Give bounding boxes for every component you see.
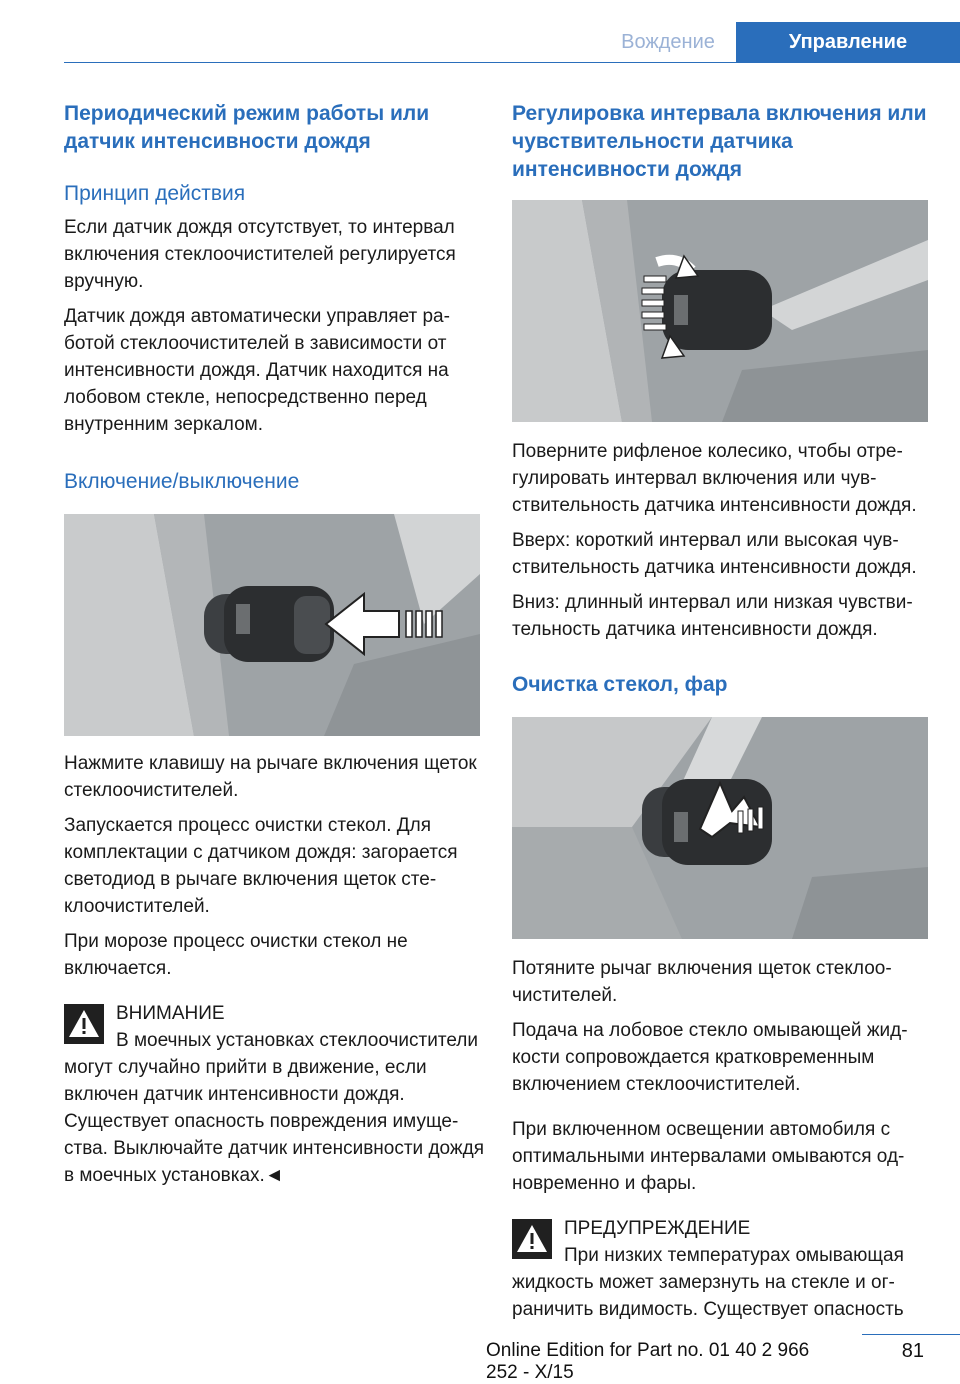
warning-title: ПРЕДУПРЕЖДЕНИЕ (564, 1218, 751, 1239)
onoff-paragraph-3: При морозе процесс очистки стекол не включается. (64, 931, 408, 979)
section-title-adjust-interval: Регулировка интервала включения или чувствительности датчика интенсивности дождя (512, 102, 927, 181)
header-divider (64, 62, 960, 63)
adjust-paragraph-1: Поверните рифленое колесико, чтобы отрегулировать интервал включения или чувствительность датчика интенсивности дождя. (512, 441, 917, 516)
warning-triangle-icon (512, 1219, 552, 1259)
warning-title: ВНИМАНИЕ (116, 1003, 225, 1024)
heading-principle: Принцип действия (64, 182, 246, 205)
left-column (64, 100, 486, 1189)
adjust-paragraph-3: Вниз: длинный интервал или низкая чувствительность датчика интенсивности дождя. (512, 592, 913, 640)
warning-triangle-icon (64, 1004, 104, 1044)
warning-box-car-wash (64, 1000, 486, 1189)
knurled-wheel-photo (512, 200, 928, 422)
right-column (512, 100, 930, 1323)
clean-paragraph-3: При включенном освещении автомобиля с оптимальными интервалами омываются одновременно и фары. (512, 1119, 905, 1194)
heading-on-off: Включение/выключение (64, 470, 300, 493)
section-title-interval-rain-sensor: Периодический режим работы или датчик интенсивности дождя (64, 102, 430, 153)
onoff-paragraph-1: Нажмите клавишу на рычаге включения щеток стеклоочистителей. (64, 753, 477, 801)
clean-paragraph-1: Потяните рычаг включения щеток стеклоочистителей. (512, 958, 892, 1006)
heading-clean-windows-lights: Очистка стекол, фар (512, 673, 728, 696)
edition-text: Online Edition for Part no. 01 40 2 966 252 - X/15 (486, 1340, 810, 1383)
wiper-button-photo (64, 514, 480, 736)
wiper-lever-pull-photo (512, 717, 928, 939)
tab-controls[interactable]: Управление (736, 22, 960, 62)
page-number: 81 (901, 1340, 924, 1362)
adjust-paragraph-2: Вверх: короткий интервал или высокая чувствительность датчика интенсивности дождя. (512, 530, 917, 578)
warning-text: В моечных установках стеклоочистители могут случайно прийти в движение, если включен датчик интенсивности дождя. Существует опасность повреждения имущества. Выключайте датчик интенсивности дождя в моечных установках.◄ (64, 1030, 484, 1186)
warning-box-frozen-fluid (512, 1215, 930, 1323)
onoff-paragraph-2: Запускается процесс очистки стекол. Для комплектации с датчиком дождя: загорается светодиод в рычаге включения щеток стеклоочистителей. (64, 815, 458, 917)
principle-paragraph-1: Если датчик дождя отсутствует, то интервал включения стеклоочистителей регулируется вручную. (64, 217, 456, 292)
tab-driving[interactable]: Вождение (621, 31, 715, 53)
footer-divider (862, 1334, 960, 1335)
clean-paragraph-2: Подача на лобовое стекло омывающей жидкости сопровождается кратковременным включением стеклоочистителей. (512, 1020, 908, 1095)
warning-text: При низких температурах омывающая жидкость может замерзнуть на стекле и ограничить видимость. Существует опасность (512, 1245, 904, 1320)
principle-paragraph-2: Датчик дождя автоматически управляет работой стеклоочистителей в зависимости от интенсивности дождя. Датчик находится на лобовом стекле, непосредственно перед внутренним зеркалом. (64, 306, 450, 435)
